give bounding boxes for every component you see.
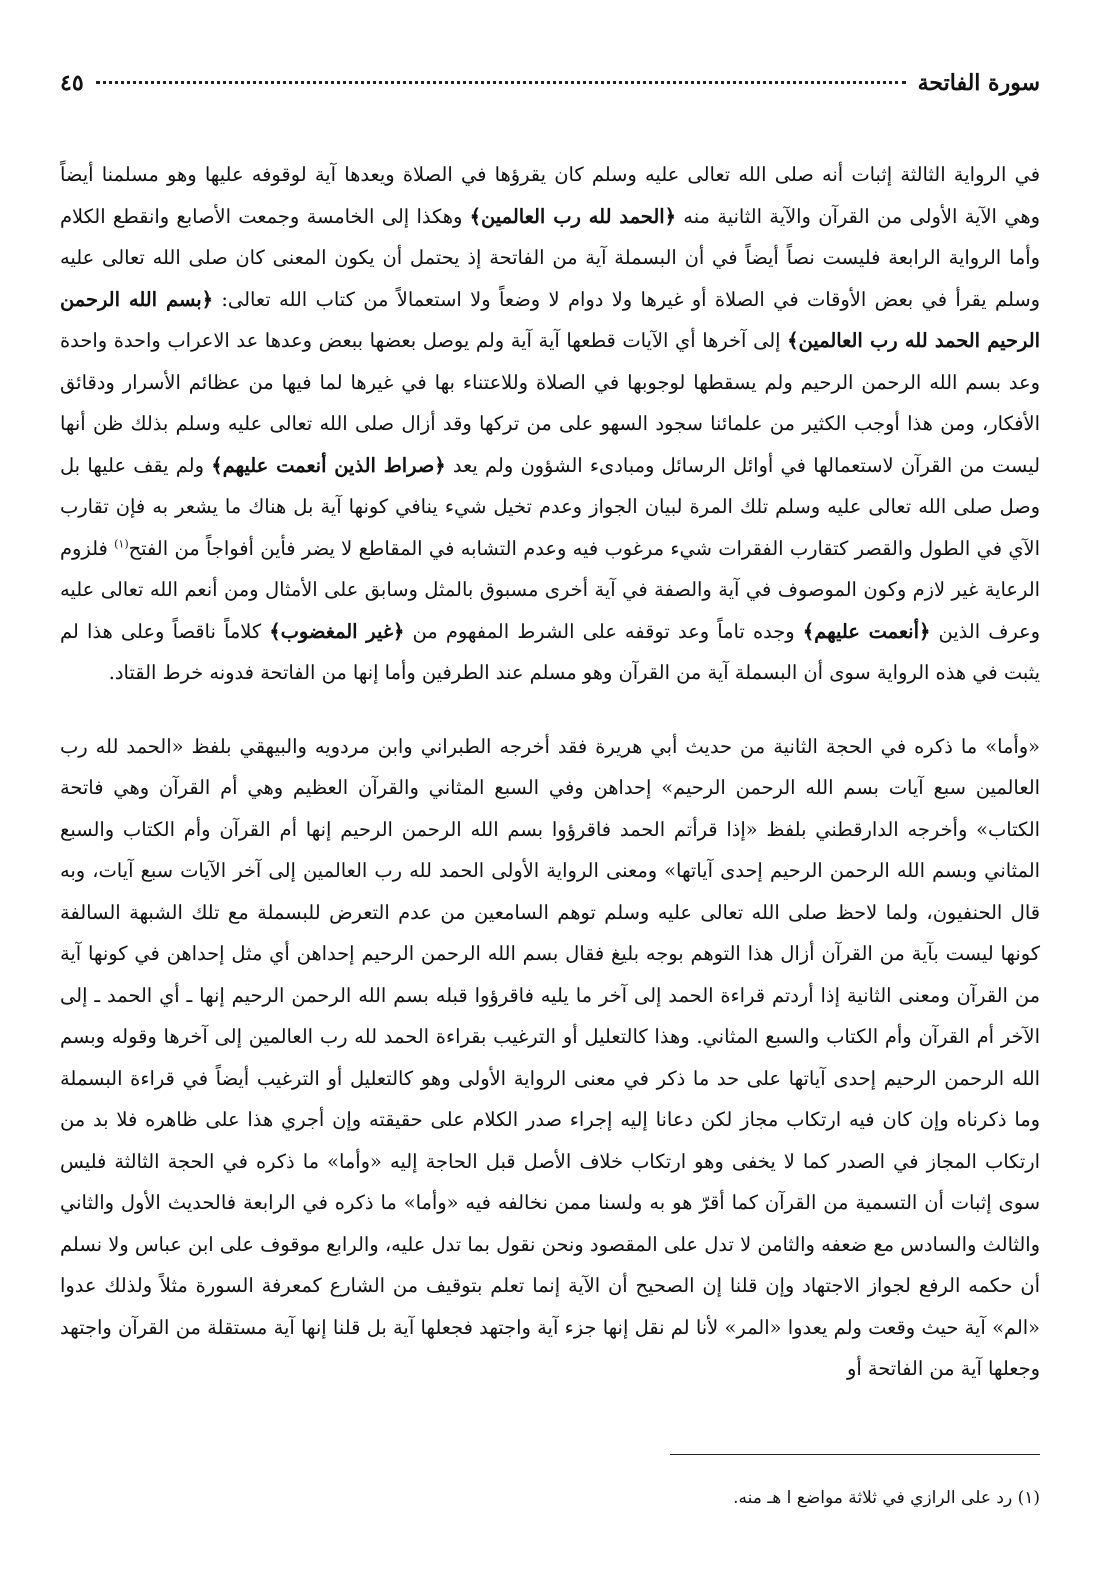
- quran-verse: ﴿صراط الذين أنعمت عليهم﴾: [211, 453, 446, 477]
- footnotes: [60, 1454, 1040, 1511]
- chapter-title: سورة الفاتحة: [917, 70, 1040, 96]
- quran-verse: ﴿الحمد لله رب العالمين﴾: [469, 204, 676, 228]
- paragraph-1: [60, 154, 1040, 694]
- book-page: [60, 70, 1040, 1550]
- footnote-1: [60, 1485, 1040, 1511]
- dot-leader: [96, 81, 906, 84]
- footnote-reference[interactable]: (١): [114, 537, 129, 551]
- text-run: إلى آخرها أي الآيات قطعها آية آية ولم يوصل بعضها ببعض وعدها عد الاعراب واحدة واحدة وعد بسم الله الرحمن الرحيم ولم يسقطها لوجوبها في الصلاة وللاعتناء بها في غيرها لما فيها من عظائم الأسرار ودقائق الأفكار، ومن هذا أوجب الكثير من علمائنا سجود السهو على من تركها وقد أزال صلى الله تعالى عليه وسلم بذلك ظن أنها ليست من القرآن لاستعمالها في أوائل الرسائل ومبادىء الشؤون ولم يعد: [60, 329, 1040, 477]
- text-run: فلزوم الرعاية غير لازم وكون الموصوف في آية والصفة في آية أخرى مسبوق بالمثل وسابق على الأمثال ومن أنعم الله تعالى عليه وعرف الذين: [60, 536, 1040, 643]
- text-run: ولم يقف عليها بل وصل صلى الله تعالى عليه وسلم تلك المرة لبيان الجواز وعدم تخيل شيء ينافي كونها آية بل هناك ما يشعر به فإن تقارب الآي في الطول والقصر كتقارب الفقرات شيء مرغوب فيه وعدم التشابه في المقاطع لا يضر فأين أفواجاً من الفتح: [60, 453, 1040, 560]
- footnote-marker: (١): [1017, 1488, 1040, 1508]
- footnote-body: رد على الرازي في ثلاثة مواضع ا هـ منه.: [733, 1488, 1013, 1508]
- quran-verse: ﴿غير المغضوب﴾: [269, 619, 405, 643]
- text-run: كلاماً ناقصاً وعلى هذا لم يثبت في هذه الرواية سوى أن البسملة آية من القرآن وهو مسلم عند الطرفين وأما إنها من الفاتحة فدونه خرط القتاد.: [60, 619, 1040, 684]
- quran-verse: ﴿أنعمت عليهم﴾: [802, 619, 931, 643]
- text-run: في الرواية الثالثة إثبات أنه صلى الله تعالى عليه وسلم كان يقرؤها في الصلاة ويعدها آية لوقوفه عليها وهو مسلمنا أيضاً وهي الآية الأولى من القرآن والآية الثانية منه: [60, 163, 1040, 228]
- page-number: ٤٥: [60, 70, 84, 96]
- text-run: وهكذا إلى الخامسة وجمعت الأصابع وانقطع الكلام وأما الرواية الرابعة فليست نصاً أيضاً في أن البسملة آية من الفاتحة إذ يحتمل أن يكون المعنى كان صلى الله تعالى عليه وسلم يقرأ في بعض الأوقات في الصلاة أو غيرها ولا دوام لا وضعاً ولا استعمالاً من كتاب الله تعالى:: [60, 204, 1040, 311]
- quran-verse: ﴿بسم الله الرحمن الرحيم الحمد لله رب العالمين﴾: [60, 287, 1040, 352]
- paragraph-2: «وأما» ما ذكره في الحجة الثانية من حديث أبي هريرة فقد أخرجه الطبراني وابن مردويه والبيهقي بلفظ «الحمد لله رب العالمين سبع آيات بسم الله الرحمن الرحيم» إحداهن وفي السبع المثاني والقرآن العظيم وهي أم القرآن وهي فاتحة الكتاب» وأخرجه الدارقطني بلفظ «إذا قرأتم الحمد فاقرؤوا بسم الله الرحمن الرحيم إنها أم القرآن وأم الكتاب والسبع المثاني وبسم الله الرحمن الرحيم إحدى آياتها» ومعنى الرواية الأولى الحمد لله رب العالمين إلى آخر الآيات سبع آيات، وبه قال الحنفيون، ولما لاحظ صلى الله تعالى عليه وسلم توهم السامعين من عدم التعرض للبسملة مع تلك الشبهة السالفة كونها ليست بآية من القرآن أزال هذا التوهم بوجه بليغ فقال بسم الله الرحمن الرحيم إحداهن أي مثل إحداهن في كونها آية من القرآن ومعنى الثانية إذا أردتم قراءة الحمد إلى آخر ما يليه فاقرؤوا قبله بسم الله الرحمن الرحيم إنها ـ أي الحمد ـ إلى الآخر أم القرآن وأم الكتاب والسبع المثاني. وهذا كالتعليل أو الترغيب بقراءة الحمد لله رب العالمين إلى آخرها وقوله وبسم الله الرحمن الرحيم إحدى آياتها على حد ما ذكر في معنى الرواية الأولى وهو كالتعليل أو الترغيب أيضاً في قراءة البسملة وما ذكرناه وإن كان فيه ارتكاب مجاز لكن دعانا إليه إجراء صدر الكلام على حقيقته وإن أجري هذا على ظاهره فلا بد من ارتكاب المجاز في الصدر كما لا يخفى وهو ارتكاب خلاف الأصل قبل الحاجة إليه «وأما» ما ذكره في الحجة الثالثة فليس سوى إثبات أن التسمية من القرآن كما أقرّ هو به ولسنا ممن نخالفه فيه «وأما» ما ذكره في الرابعة فالحديث الأول والثاني والثالث والسادس مع ضعفه والثامن لا تدل على المقصود ونحن نقول بما تدل عليه، والرابع موقوف على ابن عباس ولا نسلم أن حكمه الرفع لجواز الاجتهاد وإن قلنا إن الصحيح أن الآية إنما تعلم بتوقيف من الشارع كمعرفة السورة مثلاً ولذلك عدوا «الم» آية حيث وقعت ولم يعدوا «المر» لأنا لم نقل إنها جزء آية واجتهد فجعلها آية بل قلنا إنها آية مستقلة من القرآن واجتهد وجعلها آية من الفاتحة أو: [60, 734, 1040, 1380]
- text-run: وجده تاماً وعد توقفه على الشرط المفهوم من: [404, 619, 803, 643]
- footnote-separator: [670, 1454, 1040, 1455]
- running-header: [60, 70, 1040, 114]
